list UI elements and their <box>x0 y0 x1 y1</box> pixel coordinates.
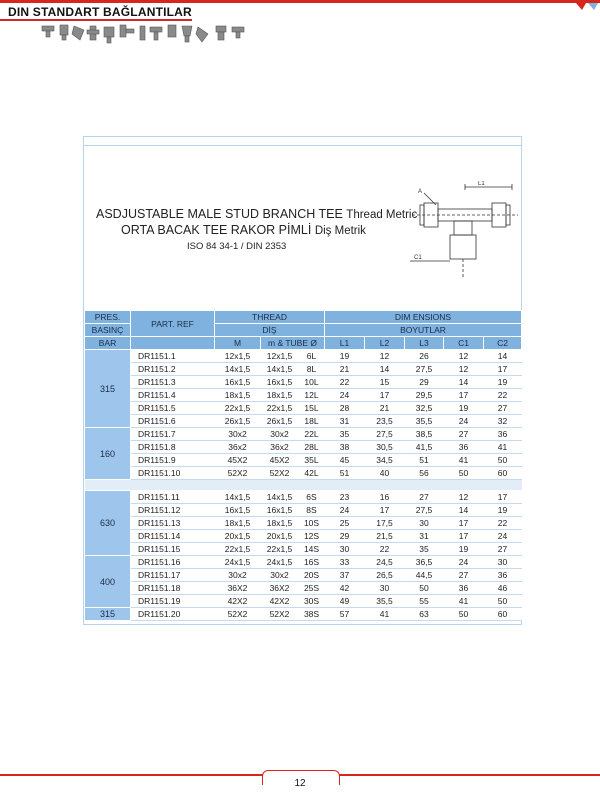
cell-tube: 8S <box>299 504 325 517</box>
header-dimensions: DIM ENSIONS <box>325 311 522 324</box>
cell-c2: 19 <box>484 376 522 389</box>
cell-l3: 31 <box>405 530 444 543</box>
cell-tube: 6S <box>299 491 325 504</box>
cell-l1: 38 <box>325 441 365 454</box>
cell-m: 30x2 <box>215 569 261 582</box>
cell-c2: 36 <box>484 569 522 582</box>
cell-tube: 22L <box>299 428 325 441</box>
cell-c2: 14 <box>484 350 522 363</box>
cell-l1: 22 <box>325 376 365 389</box>
cell-c1: 50 <box>444 467 484 480</box>
table-gap-cell <box>85 480 522 491</box>
cell-c1: 14 <box>444 504 484 517</box>
cell-m: 18x1,5 <box>215 389 261 402</box>
pressure-bar-cell: 160 <box>85 428 131 480</box>
cell-l1: 25 <box>325 517 365 530</box>
cell-m: 30x2 <box>215 428 261 441</box>
cell-c2: 41 <box>484 441 522 454</box>
tee-fitting-drawing-icon <box>410 181 520 281</box>
cell-m: 12x1,5 <box>215 350 261 363</box>
product-card <box>83 136 522 625</box>
cell-tube: 6L <box>299 350 325 363</box>
table-row <box>85 441 522 454</box>
table-row <box>85 415 522 428</box>
top-header <box>0 0 600 22</box>
table-row <box>85 504 522 517</box>
cell-mt: 18x1,5 <box>261 517 299 530</box>
header-bar: BAR <box>85 337 131 350</box>
cell-m: 22x1,5 <box>215 402 261 415</box>
cell-tube: 25S <box>299 582 325 595</box>
section-title: DIN STANDART BAĞLANTILAR <box>8 5 192 19</box>
part-ref-cell: DR1151.10 <box>131 467 215 480</box>
cell-l1: 28 <box>325 402 365 415</box>
header-l1: L1 <box>325 337 365 350</box>
cell-mt: 14x1,5 <box>261 491 299 504</box>
part-ref-cell: DR1151.17 <box>131 569 215 582</box>
cell-l2: 30,5 <box>365 441 405 454</box>
cell-l1: 24 <box>325 389 365 402</box>
table-row <box>85 467 522 480</box>
cell-c2: 27 <box>484 543 522 556</box>
cell-l1: 31 <box>325 415 365 428</box>
cell-m: 14x1,5 <box>215 363 261 376</box>
cell-m: 16x1,5 <box>215 376 261 389</box>
table-body <box>85 350 522 621</box>
cell-m: 16x1,5 <box>215 504 261 517</box>
table-row <box>85 595 522 608</box>
cell-c1: 17 <box>444 389 484 402</box>
header-l2: L2 <box>365 337 405 350</box>
cell-l2: 27,5 <box>365 428 405 441</box>
cell-l2: 14 <box>365 363 405 376</box>
cell-m: 18x1,5 <box>215 517 261 530</box>
cell-m: 36x2 <box>215 441 261 454</box>
cell-mt: 36X2 <box>261 582 299 595</box>
cell-l1: 21 <box>325 363 365 376</box>
page-number: 12 <box>284 778 316 789</box>
drawing-label-l1: L1 <box>478 181 485 187</box>
cell-l3: 27,5 <box>405 363 444 376</box>
header-m-tube: m & TUBE Ø <box>261 337 325 350</box>
cell-c1: 41 <box>444 454 484 467</box>
cell-l1: 19 <box>325 350 365 363</box>
cell-tube: 15L <box>299 402 325 415</box>
cell-tube: 10L <box>299 376 325 389</box>
cell-c2: 17 <box>484 363 522 376</box>
drawing-label-c1: C1 <box>414 255 422 261</box>
cell-c2: 32 <box>484 415 522 428</box>
cell-c2: 30 <box>484 556 522 569</box>
cell-c2: 22 <box>484 389 522 402</box>
cell-m: 24x1,5 <box>215 556 261 569</box>
cell-mt: 42X2 <box>261 595 299 608</box>
cell-c2: 46 <box>484 582 522 595</box>
cell-c2: 50 <box>484 595 522 608</box>
header-m: M <box>215 337 261 350</box>
cell-m: 14x1,5 <box>215 491 261 504</box>
table-row <box>85 350 522 363</box>
part-ref-cell: DR1151.1 <box>131 350 215 363</box>
part-ref-cell: DR1151.5 <box>131 402 215 415</box>
cell-c1: 24 <box>444 415 484 428</box>
cell-l2: 21,5 <box>365 530 405 543</box>
cell-l1: 51 <box>325 467 365 480</box>
title-turkish-tail: Diş Metrik <box>314 225 366 237</box>
table-row <box>85 556 522 569</box>
cell-c1: 41 <box>444 595 484 608</box>
cell-l3: 29 <box>405 376 444 389</box>
part-ref-cell: DR1151.19 <box>131 595 215 608</box>
cell-l1: 29 <box>325 530 365 543</box>
part-ref-cell: DR1151.14 <box>131 530 215 543</box>
cell-l3: 26 <box>405 350 444 363</box>
cell-m: 45X2 <box>215 454 261 467</box>
cell-l2: 15 <box>365 376 405 389</box>
cell-l2: 22 <box>365 543 405 556</box>
cell-l2: 24,5 <box>365 556 405 569</box>
table-row <box>85 389 522 402</box>
pressure-bar-cell: 630 <box>85 491 131 556</box>
part-ref-cell: DR1151.18 <box>131 582 215 595</box>
cell-c1: 12 <box>444 363 484 376</box>
cell-l2: 17,5 <box>365 517 405 530</box>
table-gap-row <box>85 480 522 491</box>
top-red-stripe <box>0 0 600 3</box>
cell-m: 20x1,5 <box>215 530 261 543</box>
cell-mt: 24x1,5 <box>261 556 299 569</box>
cell-tube: 20S <box>299 569 325 582</box>
title-english <box>96 207 417 221</box>
part-ref-cell: DR1151.13 <box>131 517 215 530</box>
cell-l1: 37 <box>325 569 365 582</box>
cell-l3: 35 <box>405 543 444 556</box>
cell-l2: 23,5 <box>365 415 405 428</box>
cell-c1: 19 <box>444 543 484 556</box>
cell-l1: 24 <box>325 504 365 517</box>
part-ref-cell: DR1151.7 <box>131 428 215 441</box>
cell-tube: 12L <box>299 389 325 402</box>
cell-c2: 27 <box>484 402 522 415</box>
corner-decoration-icon <box>572 0 600 16</box>
cell-mt: 22x1,5 <box>261 402 299 415</box>
cell-mt: 12x1,5 <box>261 350 299 363</box>
cell-l2: 41 <box>365 608 405 621</box>
cell-c1: 36 <box>444 582 484 595</box>
table-row <box>85 491 522 504</box>
cell-l1: 42 <box>325 582 365 595</box>
title-english-tail: Thread Metric <box>346 209 418 221</box>
cell-m: 36X2 <box>215 582 261 595</box>
header-l3: L3 <box>405 337 444 350</box>
table-row <box>85 428 522 441</box>
cell-l3: 56 <box>405 467 444 480</box>
table-row <box>85 608 522 621</box>
cell-mt: 30x2 <box>261 428 299 441</box>
card-top-strip <box>84 137 521 146</box>
cell-l2: 16 <box>365 491 405 504</box>
cell-l2: 35,5 <box>365 595 405 608</box>
cell-l1: 23 <box>325 491 365 504</box>
cell-m: 22x1,5 <box>215 543 261 556</box>
cell-l3: 50 <box>405 582 444 595</box>
cell-tube: 35L <box>299 454 325 467</box>
cell-c2: 36 <box>484 428 522 441</box>
cell-l1: 35 <box>325 428 365 441</box>
part-ref-cell: DR1151.2 <box>131 363 215 376</box>
header-c2: C2 <box>484 337 522 350</box>
cell-c1: 27 <box>444 569 484 582</box>
cell-l2: 26,5 <box>365 569 405 582</box>
cell-mt: 45X2 <box>261 454 299 467</box>
cell-l1: 57 <box>325 608 365 621</box>
cell-l3: 27,5 <box>405 504 444 517</box>
table-row <box>85 363 522 376</box>
table-row <box>85 569 522 582</box>
table-row <box>85 582 522 595</box>
cell-l1: 33 <box>325 556 365 569</box>
cell-m: 42X2 <box>215 595 261 608</box>
cell-mt: 20x1,5 <box>261 530 299 543</box>
cell-c2: 60 <box>484 608 522 621</box>
title-turkish <box>121 223 366 237</box>
cell-c1: 12 <box>444 350 484 363</box>
cell-tube: 18L <box>299 415 325 428</box>
header-blank <box>131 337 215 350</box>
cell-tube: 10S <box>299 517 325 530</box>
cell-l1: 45 <box>325 454 365 467</box>
cell-tube: 30S <box>299 595 325 608</box>
header-thread: THREAD <box>215 311 325 324</box>
cell-l2: 12 <box>365 350 405 363</box>
cell-tube: 14S <box>299 543 325 556</box>
cell-tube: 38S <box>299 608 325 621</box>
part-ref-cell: DR1151.20 <box>131 608 215 621</box>
cell-l3: 44,5 <box>405 569 444 582</box>
table-row <box>85 517 522 530</box>
header-basinc: BASINÇ <box>85 324 131 337</box>
cell-c2: 17 <box>484 491 522 504</box>
part-ref-cell: DR1151.4 <box>131 389 215 402</box>
cell-mt: 30x2 <box>261 569 299 582</box>
cell-mt: 18x1,5 <box>261 389 299 402</box>
cell-l3: 29,5 <box>405 389 444 402</box>
cell-l3: 41,5 <box>405 441 444 454</box>
table-row <box>85 402 522 415</box>
cell-l3: 51 <box>405 454 444 467</box>
cell-tube: 8L <box>299 363 325 376</box>
part-ref-cell: DR1151.8 <box>131 441 215 454</box>
cell-m: 52X2 <box>215 467 261 480</box>
cell-mt: 22x1,5 <box>261 543 299 556</box>
header-boyutlar: BOYUTLAR <box>325 324 522 337</box>
cell-l3: 30 <box>405 517 444 530</box>
table-row <box>85 454 522 467</box>
drawing-label-a: A <box>418 189 423 195</box>
cell-c2: 60 <box>484 467 522 480</box>
cell-mt: 16x1,5 <box>261 504 299 517</box>
cell-l3: 38,5 <box>405 428 444 441</box>
cell-l2: 17 <box>365 504 405 517</box>
dimensions-table <box>84 310 522 621</box>
cell-l3: 27 <box>405 491 444 504</box>
cell-c1: 27 <box>444 428 484 441</box>
cell-m: 52X2 <box>215 608 261 621</box>
cell-mt: 52X2 <box>261 467 299 480</box>
table-row <box>85 543 522 556</box>
cell-tube: 16S <box>299 556 325 569</box>
title-turkish-main: ORTA BACAK TEE RAKOR PİMLİ <box>121 223 315 237</box>
cell-l3: 32,5 <box>405 402 444 415</box>
cell-l2: 30 <box>365 582 405 595</box>
cell-c2: 19 <box>484 504 522 517</box>
cell-l2: 17 <box>365 389 405 402</box>
header-pres: PRES. <box>85 311 131 324</box>
header-dis: DİŞ <box>215 324 325 337</box>
cell-tube: 42L <box>299 467 325 480</box>
cell-mt: 16x1,5 <box>261 376 299 389</box>
header-c1: C1 <box>444 337 484 350</box>
part-ref-cell: DR1151.11 <box>131 491 215 504</box>
cell-c2: 50 <box>484 454 522 467</box>
cell-l3: 55 <box>405 595 444 608</box>
part-ref-cell: DR1151.12 <box>131 504 215 517</box>
cell-l2: 34,5 <box>365 454 405 467</box>
table-row <box>85 376 522 389</box>
part-ref-cell: DR1151.6 <box>131 415 215 428</box>
cell-l3: 35,5 <box>405 415 444 428</box>
pressure-bar-cell: 315 <box>85 350 131 428</box>
pressure-bar-cell: 400 <box>85 556 131 608</box>
cell-c1: 19 <box>444 402 484 415</box>
cell-c1: 12 <box>444 491 484 504</box>
header-part-ref: PART. REF <box>131 311 215 337</box>
cell-c1: 17 <box>444 517 484 530</box>
part-ref-cell: DR1151.9 <box>131 454 215 467</box>
title-english-main: ASDJUSTABLE MALE STUD BRANCH TEE <box>96 207 347 221</box>
standard-reference: ISO 84 34-1 / DIN 2353 <box>187 241 287 252</box>
title-underline <box>0 19 192 21</box>
table-row <box>85 530 522 543</box>
cell-l1: 49 <box>325 595 365 608</box>
cell-c1: 24 <box>444 556 484 569</box>
cell-c1: 50 <box>444 608 484 621</box>
cell-l3: 36,5 <box>405 556 444 569</box>
cell-mt: 26x1,5 <box>261 415 299 428</box>
cell-c2: 24 <box>484 530 522 543</box>
part-ref-cell: DR1151.15 <box>131 543 215 556</box>
pressure-bar-cell: 315 <box>85 608 131 621</box>
fittings-strip-icon <box>40 22 250 52</box>
cell-c2: 22 <box>484 517 522 530</box>
part-ref-cell: DR1151.16 <box>131 556 215 569</box>
cell-mt: 52X2 <box>261 608 299 621</box>
cell-c1: 17 <box>444 530 484 543</box>
cell-l3: 63 <box>405 608 444 621</box>
cell-c1: 14 <box>444 376 484 389</box>
cell-tube: 28L <box>299 441 325 454</box>
cell-m: 26x1,5 <box>215 415 261 428</box>
cell-l2: 21 <box>365 402 405 415</box>
cell-l2: 40 <box>365 467 405 480</box>
cell-tube: 12S <box>299 530 325 543</box>
cell-c1: 36 <box>444 441 484 454</box>
cell-mt: 14x1,5 <box>261 363 299 376</box>
cell-mt: 36x2 <box>261 441 299 454</box>
cell-l1: 30 <box>325 543 365 556</box>
part-ref-cell: DR1151.3 <box>131 376 215 389</box>
